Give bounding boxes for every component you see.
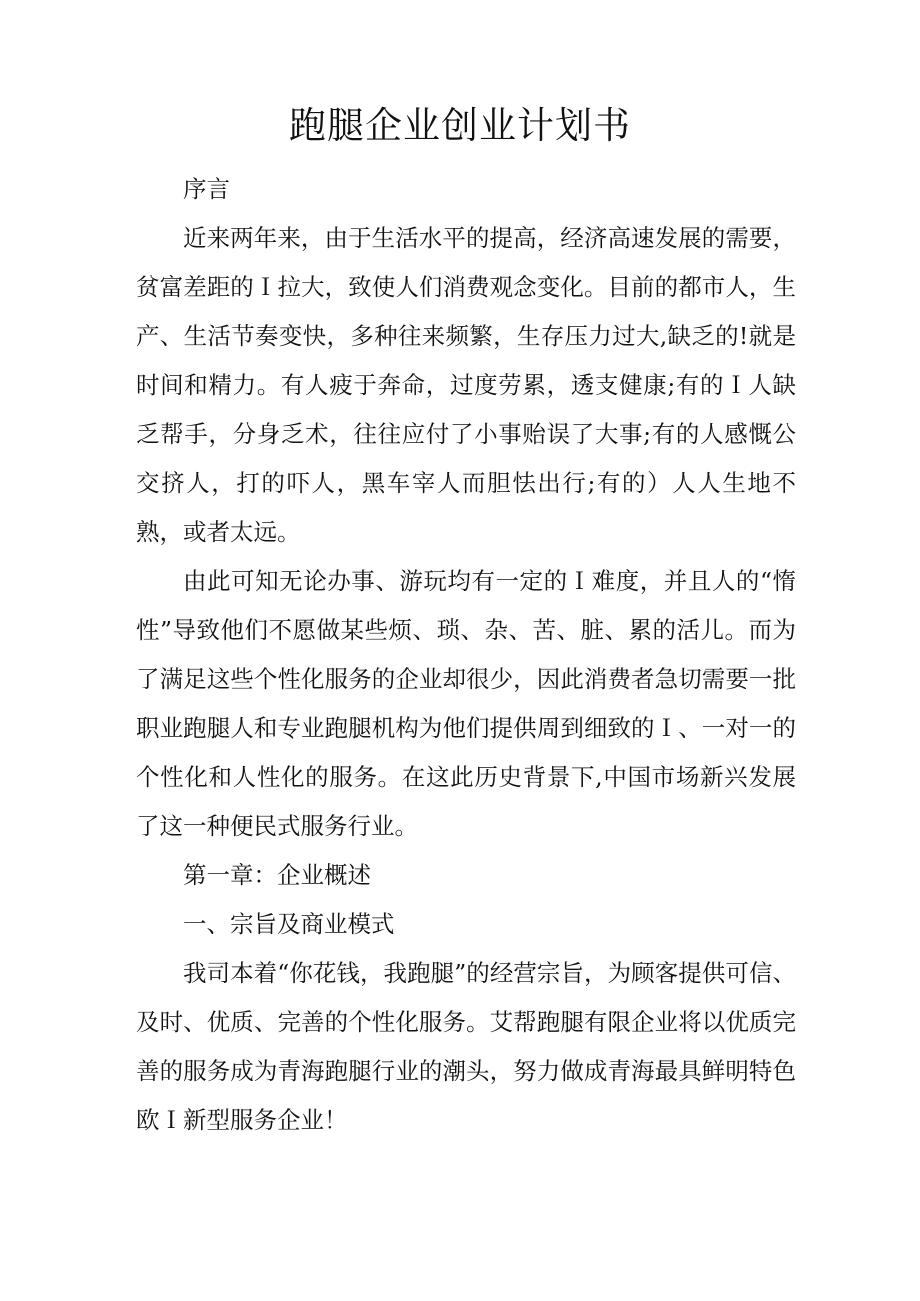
section-heading: 一、宗旨及商业模式: [183, 910, 395, 938]
chapter-heading: 第一章：企业概述: [183, 861, 371, 889]
paragraph-mission: 我司本着“你花钱，我跑腿”的经营宗旨，为顾客提供可信、及时、优质、完善的个性化服务。艾帮跑腿有限企业将以优质完善的服务成为青海跑腿行业的潮头，努力做成青海最具鲜明特色欧Ｉ新型服务企业！: [136, 959, 796, 1134]
paragraph-intro-1: 近来两年来，由于生活水平的提高，经济高速发展的需要，贫富差距的Ｉ拉大，致使人们消费观念变化。目前的都市人，生产、生活节奏变快，多种往来频繁，生存压力过大,缺乏的!就是时间和精力。有人疲于奔命，过度劳累，透支健康;有的Ｉ人缺乏帮手，分身乏术，往往应付了小事贻误了大事;有的人感慨公交挤人，打的吓人，黑车宰人而胆怯出行;有的）人人生地不熟，或者太远。: [136, 224, 796, 546]
preface-heading: 序言: [183, 175, 230, 203]
document-title: 跑腿企业创业计划书: [289, 104, 631, 147]
paragraph-intro-2: 由此可知无论办事、游玩均有一定的Ｉ难度，并且人的“惰性”导致他们不愿做某些烦、琐、杂、苦、脏、累的活儿。而为了满足这些个性化服务的企业却很少，因此消费者急切需要一批职业跑腿人和专业跑腿机构为他们提供周到细致的Ｉ、一对一的个性化和人性化的服务。在这此历史背景下,中国市场新兴发展了这一种便民式服务行业。: [136, 567, 796, 840]
document-body: [136, 165, 796, 1145]
